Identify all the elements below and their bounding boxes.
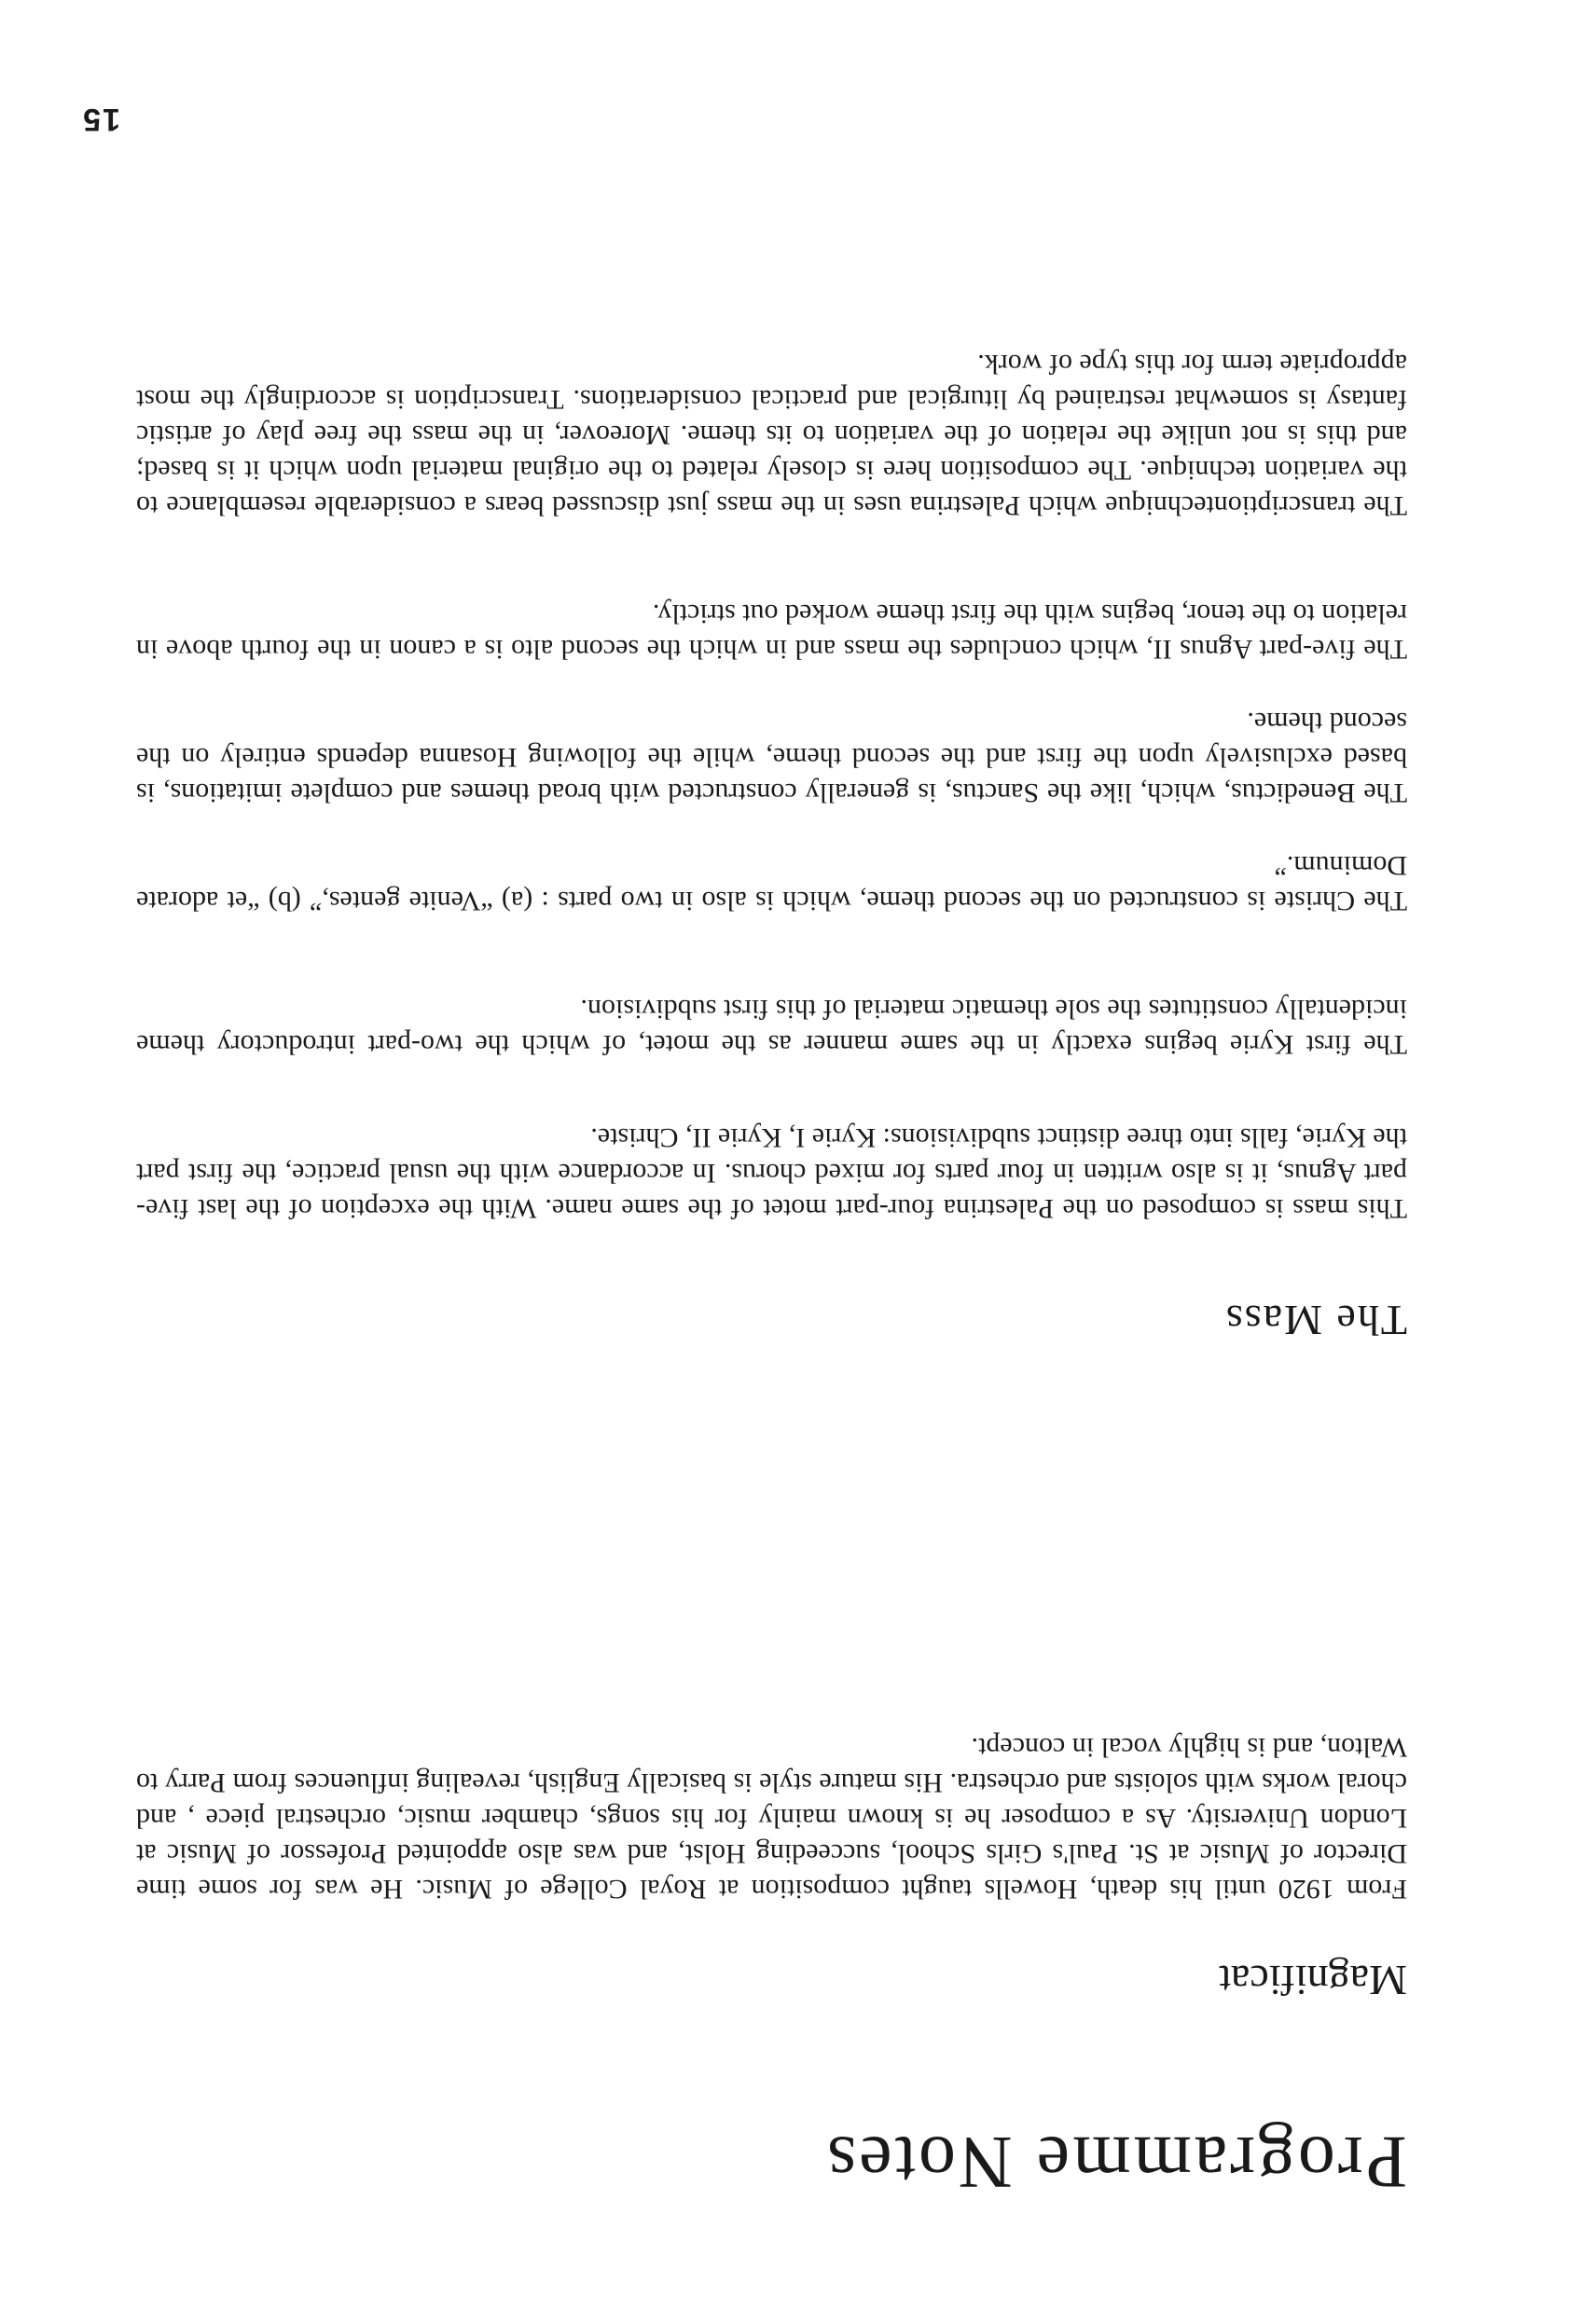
page-title: Programme Notes <box>824 2121 1407 2203</box>
page-number: 15 <box>81 102 120 137</box>
mass-paragraph: The first Kyrie begins exactly in the same manner as the motet, of which the two-part introductory theme incidentally constitutes the sole thematic material of this first subdivision. <box>136 994 1407 1060</box>
mass-paragraph: This mass is composed on the Palestrina four-part motet of the same name. With the exception of the last five-part Agnus, it is also written in four parts for mixed chorus. In accordance with the usual practice, the first part the Kyrie, falls into three distinct subdivisions: Kyrie I, Kyrie II, Christe. <box>136 1122 1407 1224</box>
mass-paragraph: The Christe is constructed on the second theme, which is also in two parts : (a) “Venite gentes,” (b) “et adorate Dominum.” <box>136 850 1407 916</box>
mass-paragraph: The five-part Agnus II, which concludes the mass and in which the second alto is a canon in the fourth above in relation to the tenor, begins with the first theme worked out strictly. <box>136 598 1407 665</box>
mass-paragraph: The transcriptiontechnique which Palestrina uses in the mass just discussed bears a considerable resemblance to the variation technique. The composition here is closely related to the original material upon which it is based; and this is not unlike the relation of the variation to its theme. Moreover, in the mass the free play of artistic fantasy is somewhat restrained by liturgical and practical considerations. Transcription is accordingly the most appropriate term for this type of work. <box>136 349 1407 521</box>
magnificat-paragraph: From 1920 until his death, Howells taught composition at Royal College of Music. He was for some time Director of Music at St. Paul's Girls School, succeeding Holst, and was also appointed Professor of Music at London University. As a composer he is known mainly for his songs, chamber music, orchestral piece , and choral works with soloists and orchestra. His mature style is basically English, revealing influences from Parry to Walton, and is highly vocal in concept. <box>136 1732 1407 1905</box>
section-heading-magnificat: Magnificat <box>1219 1957 1407 2004</box>
mass-paragraph: The Benedictus, which, like the Sanctus, is generally constructed with broad themes and complete imitations, is based exclusively upon the first and the second theme, while the following Hosanna depends entirely on the second theme. <box>136 707 1407 808</box>
section-heading-mass: The Mass <box>1223 1297 1407 1344</box>
